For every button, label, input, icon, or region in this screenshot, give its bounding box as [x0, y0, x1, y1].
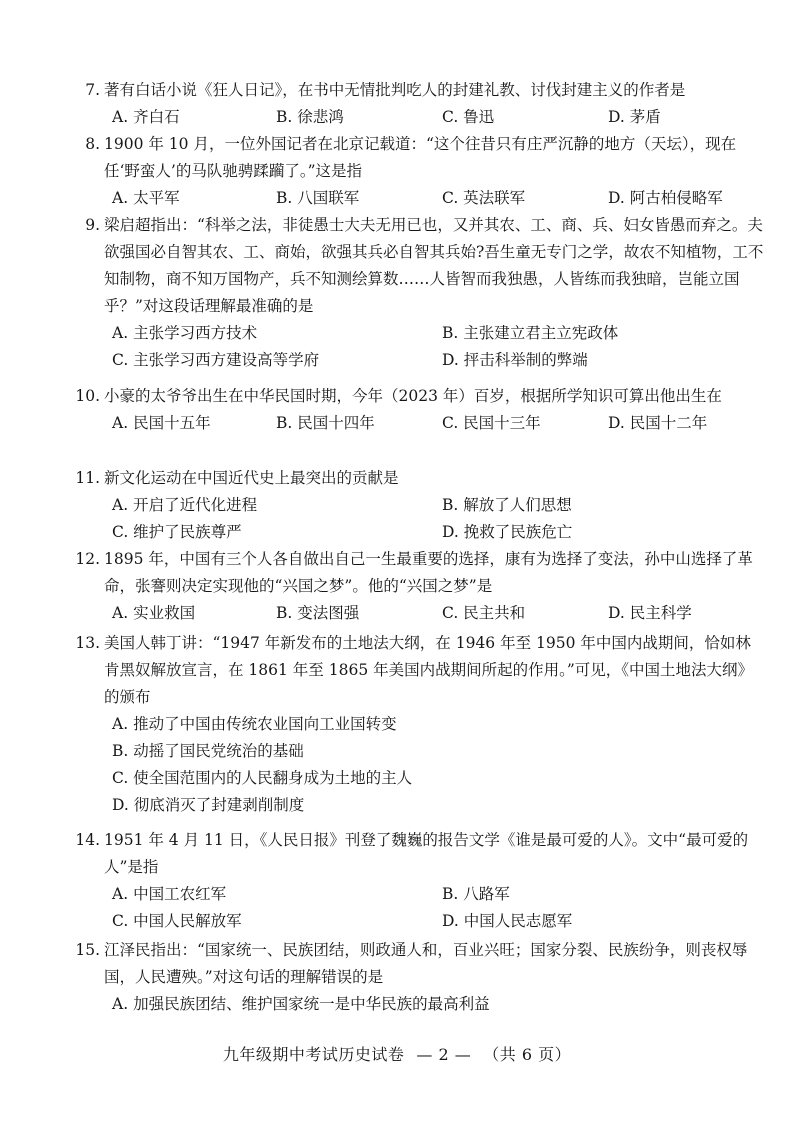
option-a: A . 中国工农红军 [112, 881, 226, 908]
option-b: B . 动摇了国民党统治的基础 [112, 738, 304, 765]
option-d: D . 挽救了民族危亡 [442, 519, 572, 546]
option-d: D . 中国人民志愿军 [442, 908, 572, 935]
option-a: A . 加强民族团结、维护国家统一是中华民族的最高利益 [112, 991, 490, 1018]
option-row [104, 792, 764, 819]
question-15 [75, 937, 764, 1018]
option-d: D . 抨击科举制的弊端 [442, 347, 588, 374]
option-d: D . 彻底消灭了封建剥削制度 [112, 792, 304, 819]
question-12 [75, 546, 764, 627]
option-row [104, 881, 764, 908]
option-a: A . 主张学习西方技术 [112, 320, 257, 347]
question-11 [75, 465, 764, 546]
option-row [104, 908, 764, 935]
option-c: C . 使全国范围内的人民翻身成为土地的主人 [112, 765, 412, 792]
option-row [104, 991, 764, 1018]
option-d: D . 民主科学 [608, 600, 692, 627]
question-8 [85, 131, 764, 212]
option-a: A . 太平军 [112, 185, 180, 212]
option-b: B . 徐悲鸿 [276, 104, 344, 131]
question-number: 14 . [68, 827, 100, 854]
option-c: C . 鲁迅 [442, 104, 494, 131]
option-row [104, 738, 764, 765]
question-text: 美国人韩丁讲：“1947 年新发布的土地法大纲，在 1946 年至 1950 年中国内战期间，恰如林肯黑奴解放宣言，在 1861 年至 1865 年美国内战期间所起的作用。”可见，《中国土地法大纲》的颁布 [104, 634, 754, 706]
question-number: 15 . [68, 937, 100, 964]
question-text: 1900 年 10 月，一位外国记者在北京记载道：“这个往昔只有庄严沉静的地方（天坛），现在任‘野蛮人’的马队驰骋蹂躏了。”这是指 [104, 135, 737, 180]
option-row [104, 185, 764, 212]
option-a: A . 推动了中国由传统农业国向工业国转变 [112, 711, 397, 738]
question-10 [75, 383, 764, 437]
option-a: A . 齐白石 [112, 104, 180, 131]
option-b: B . 八路军 [442, 881, 510, 908]
option-d: D . 民国十二年 [608, 410, 707, 437]
question-number: 13 . [68, 630, 100, 657]
question-7 [85, 77, 764, 131]
question-number: 11 . [68, 465, 100, 492]
option-d: D . 阿古柏侵略军 [608, 185, 723, 212]
question-9 [85, 212, 764, 374]
option-a: A . 实业救国 [112, 600, 195, 627]
question-14 [75, 827, 764, 935]
question-text: 江泽民指出：“国家统一、民族团结，则政通人和，百业兴旺；国家分裂、民族纷争，则丧权辱国，人民遭殃。”对这句话的理解错误的是 [104, 941, 748, 986]
footer-title: 九年级期中考试历史试卷 [222, 1045, 405, 1064]
option-b: B . 民国十四年 [276, 410, 375, 437]
option-c: C . 民国十三年 [442, 410, 541, 437]
option-row [104, 347, 764, 374]
question-text: 著有白话小说《狂人日记》，在书中无情批判吃人的封建礼教、讨伐封建主义的作者是 [104, 81, 686, 99]
option-b: B . 八国联军 [276, 185, 359, 212]
question-number: 10 . [68, 383, 100, 410]
option-a: A . 开启了近代化进程 [112, 492, 257, 519]
option-b: B . 主张建立君主立宪政体 [442, 320, 618, 347]
option-row [104, 600, 764, 627]
option-row [104, 711, 764, 738]
question-13 [75, 630, 764, 819]
option-c: C . 英法联军 [442, 185, 525, 212]
option-c: C . 主张学习西方建设高等学府 [112, 347, 319, 374]
option-row [104, 765, 764, 792]
question-text: 1951 年 4 月 11 日，《人民日报》刊登了魏巍的报告文学《谁是最可爱的人》。文中“最可爱的人”是指 [104, 831, 749, 876]
option-c: C . 民主共和 [442, 600, 525, 627]
option-b: B . 变法图强 [276, 600, 359, 627]
option-b: B . 解放了人们思想 [442, 492, 572, 519]
option-d: D . 茅盾 [608, 104, 661, 131]
option-row [104, 492, 764, 519]
option-row [104, 320, 764, 347]
option-c: C . 维护了民族尊严 [112, 519, 242, 546]
page-total: （共 6 页） [483, 1045, 572, 1064]
question-number: 7 . [68, 77, 100, 104]
question-number: 8 . [68, 131, 100, 158]
page-number: — 2 — [416, 1045, 472, 1064]
option-c: C . 中国人民解放军 [112, 908, 242, 935]
question-text: 1895 年，中国有三个人各自做出自己一生最重要的选择，康有为选择了变法，孙中山选择了革命，张謇则决定实现他的“兴国之梦”。他的“兴国之梦”是 [104, 550, 753, 595]
option-a: A . 民国十五年 [112, 410, 211, 437]
question-text: 小豪的太爷爷出生在中华民国时期，今年（2023 年）百岁，根据所学知识可算出他出生在 [104, 387, 722, 405]
question-number: 9 . [68, 212, 100, 239]
question-number: 12 . [68, 546, 100, 573]
page-footer [0, 1042, 794, 1065]
option-row [104, 104, 764, 131]
question-text: 梁启超指出：“科举之法，非徒愚士大夫无用已也，又并其农、工、商、兵、妇女皆愚而弃之。夫欲强国必自智其农、工、商始，欲强其兵必自智其兵始?吾生童无专门之学，故农不知植物，工不知制物，商不知万国物产，兵不知测绘算数……人皆智而我独愚，人皆练而我独暗，岂能立国乎？”对这段话理解最准确的是 [104, 216, 764, 315]
option-row [104, 519, 764, 546]
question-text: 新文化运动在中国近代史上最突出的贡献是 [104, 469, 399, 487]
option-row [104, 410, 764, 437]
